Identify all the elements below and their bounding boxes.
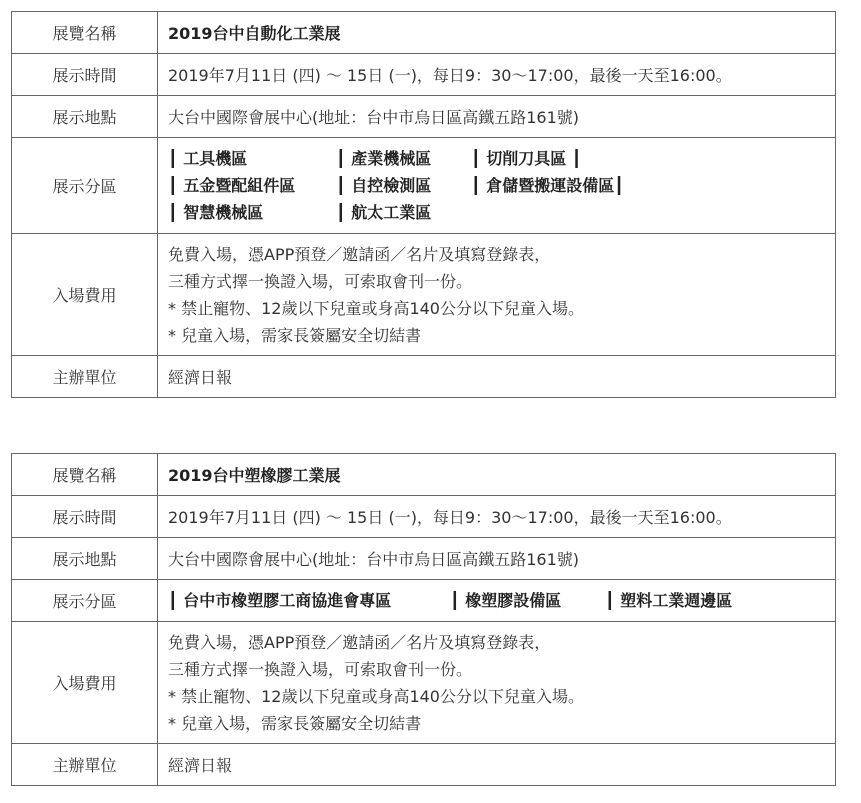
time-label: 展示時間 [12,496,158,538]
fee-line: * 兒童入場，需家長簽屬安全切結書 [168,325,422,345]
organizer-label: 主辦單位 [12,744,158,786]
fee-line: * 禁止寵物、12歲以下兒童或身高140公分以下兒童入場。 [168,298,584,318]
zone-item: ┃ 切削刀具區 ┃ [471,149,582,168]
time-value: 2019年7月11日 (四) ～ 15日 (一)，每日9：30～17:00，最後一天至16:00。 [158,54,836,96]
row-time [12,54,836,96]
fee-line: 三種方式擇一換證入場，可索取會刊一份。 [168,659,473,679]
zones-list [158,580,836,622]
zone-item: ┃ 智慧機械區 [168,203,264,222]
zone-item: ┃ 工具機區 [168,149,248,168]
fee-line: * 兒童入場，需家長簽屬安全切結書 [168,713,422,733]
zone-row [168,587,825,614]
expo-name: 2019台中塑橡膠工業展 [158,454,836,496]
expo-name: 2019台中自動化工業展 [158,12,836,54]
zone-item: ┃ 航太工業區 [336,203,432,222]
name-label: 展覽名稱 [12,454,158,496]
fee-line: * 禁止寵物、12歲以下兒童或身高140公分以下兒童入場。 [168,686,584,706]
expo-table-automation [11,11,836,398]
row-organizer [12,744,836,786]
zone-row [168,145,825,172]
zone-row [168,199,825,226]
zone-item: ┃ 倉儲暨搬運設備區┃ [471,176,624,195]
zones-label: 展示分區 [12,580,158,622]
row-zones [12,580,836,622]
row-name [12,12,836,54]
row-fee [12,622,836,744]
place-label: 展示地點 [12,538,158,580]
zone-item: ┃ 塑料工業週邊區 [605,591,733,610]
row-place [12,96,836,138]
zones-list [158,138,836,234]
time-label: 展示時間 [12,54,158,96]
fee-label: 入場費用 [12,234,158,356]
name-label: 展覽名稱 [12,12,158,54]
zone-item: ┃ 自控檢測區 [336,176,432,195]
fee-info [158,234,836,356]
row-fee [12,234,836,356]
organizer-label: 主辦單位 [12,356,158,398]
organizer-value: 經濟日報 [158,744,836,786]
fee-line: 三種方式擇一換證入場，可索取會刊一份。 [168,271,473,291]
zone-item: ┃ 產業機械區 [336,149,432,168]
zone-row [168,172,825,199]
zone-item: ┃ 五金暨配組件區 [168,176,296,195]
expo-table-plastics [11,453,836,786]
row-zones [12,138,836,234]
fee-line: 免費入場，憑APP預登／邀請函／名片及填寫登錄表， [168,244,551,264]
row-name [12,454,836,496]
zone-item: ┃ 台中市橡塑膠工商協進會專區 [168,591,392,610]
place-label: 展示地點 [12,96,158,138]
place-value: 大台中國際會展中心(地址：台中市烏日區高鐵五路161號) [158,538,836,580]
row-time [12,496,836,538]
row-organizer [12,356,836,398]
organizer-value: 經濟日報 [158,356,836,398]
time-value: 2019年7月11日 (四) ～ 15日 (一)，每日9：30～17:00，最後一天至16:00。 [158,496,836,538]
fee-line: 免費入場，憑APP預登／邀請函／名片及填寫登錄表， [168,632,551,652]
place-value: 大台中國際會展中心(地址：台中市烏日區高鐵五路161號) [158,96,836,138]
fee-label: 入場費用 [12,622,158,744]
zones-label: 展示分區 [12,138,158,234]
fee-info [158,622,836,744]
zone-item: ┃ 橡塑膠設備區 [450,591,562,610]
row-place [12,538,836,580]
